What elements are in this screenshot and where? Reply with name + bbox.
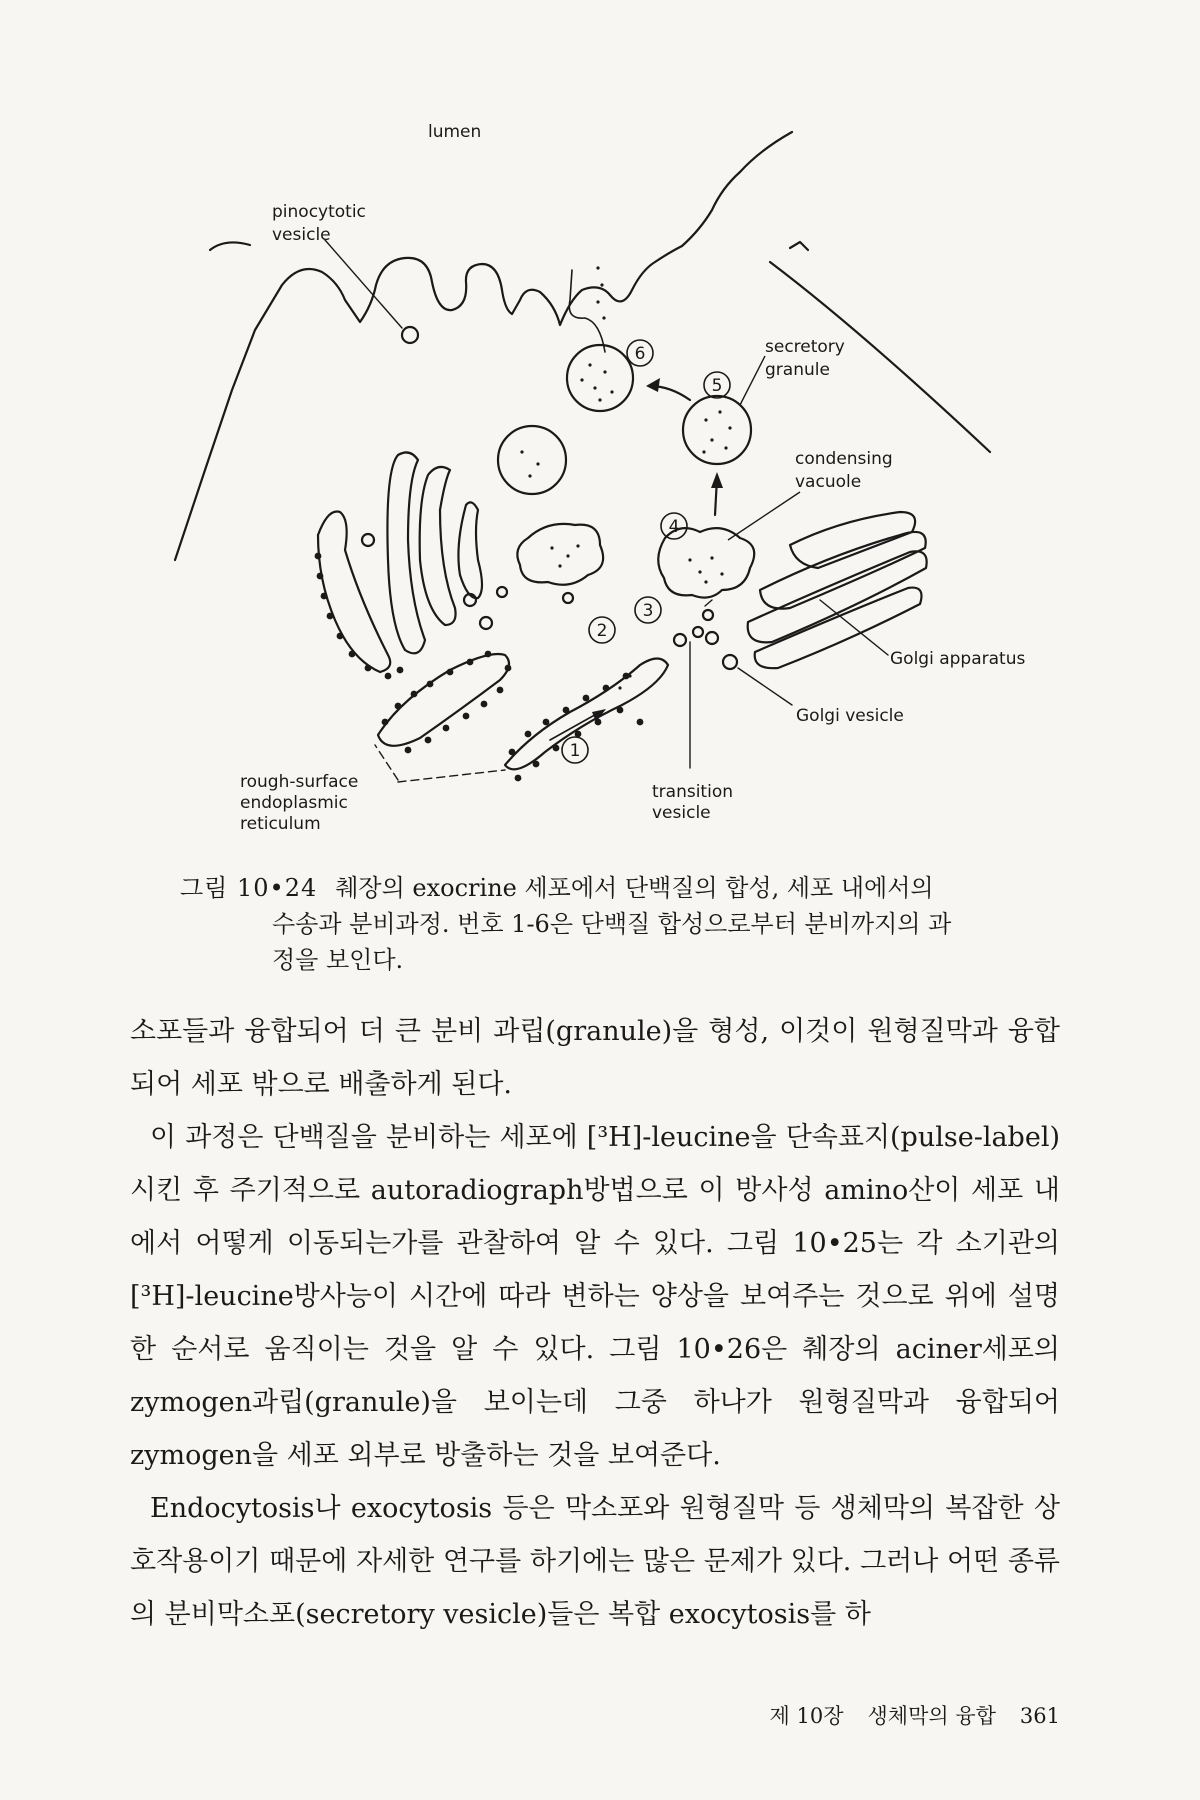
label-golgi-vesicle: Golgi vesicle: [796, 706, 904, 726]
golgi-cisterna-1: [790, 512, 915, 568]
pinocytotic-vesicle: [402, 327, 418, 343]
er-cisterna-c: [458, 502, 482, 598]
label-transition-vesicle: vesicle: [652, 803, 711, 823]
label-rough-er: rough-surface: [240, 772, 359, 792]
synthesis-arrow: [550, 712, 600, 740]
paragraph-1: 소포들과 융합되어 더 큰 분비 과립(granule)을 형성, 이것이 원형질막과 융합되어 세포 밖으로 배출하게 된다.: [130, 1016, 1060, 1100]
step-number: 6: [634, 344, 646, 364]
label-condensing-vacuole: vacuole: [795, 472, 862, 492]
figure-10-24-diagram: [0, 0, 1200, 880]
step-number: 3: [642, 601, 654, 621]
caption-text: 췌장의 exocrine 세포에서 단백질의 합성, 세포 내에서의: [335, 874, 934, 902]
paragraph-2: 이 과정은 단백질을 분비하는 세포에 [³H]-leucine을 단속표지(pulse-label)시킨 후 주기적으로 autoradiograph방법으로 이 방사성 amino산이 세포 내에서 어떻게 이동되는가를 관찰하여 알 수 있다. 그림 10•25는 각 소기관의 [³H]-leucine방사능이 시간에 따라 변하는 양상을 보여주는 것으로 위에 설명한 순서로 움직이는 것을 알 수 있다. 그림 10•26은 췌장의 aciner세포의 zymogen과립(granule)을 보이는데 그중 하나가 원형질막과 융합되어 zymogen을 세포 외부로 방출하는 것을 보여준다.: [130, 1122, 1060, 1471]
plasma-membrane-tail: [210, 242, 250, 250]
caption-line: 수송과 분비과정. 번호 1-6은 단백질 합성으로부터 분비까지의 과: [272, 910, 952, 938]
lateral-membrane: [770, 262, 990, 452]
secretory-granule: [683, 396, 751, 464]
label-pinocytotic-vesicle: pinocytotic: [272, 202, 366, 222]
step-number: 4: [668, 517, 680, 537]
footer-chapter: 제 10장: [769, 1704, 844, 1728]
rer-leader-2: [398, 770, 505, 782]
label-secretory-granule: secretory: [765, 337, 845, 357]
page-number: 361: [1019, 1704, 1060, 1728]
rough-er-vertical: [318, 511, 390, 672]
golgi-vesicle-leader: [738, 668, 792, 705]
label-rough-er: reticulum: [240, 814, 321, 834]
label-transition-vesicle: transition: [652, 782, 733, 802]
golgi-vesicle: [723, 655, 737, 669]
er-cisterna-b: [420, 467, 456, 625]
caption-label: 그림 10•24: [180, 874, 318, 902]
rough-er-diagonal-2: [505, 659, 668, 770]
label-secretory-granule: granule: [765, 360, 830, 380]
transition-vesicle: [674, 634, 686, 646]
label-pinocytotic-vesicle: vesicle: [272, 225, 331, 245]
irregular-vacuole: [517, 524, 603, 585]
paragraph-3: Endocytosis나 exocytosis 등은 막소포와 원형질막 등 생체막의 복잡한 상호작용이기 때문에 자세한 연구를 하기에는 많은 문제가 있다. 그러나 어떤 종류의 분비막소포(secretory vesicle)들은 복합 exocytosis를 하: [130, 1493, 1060, 1630]
label-rough-er: endoplasmic: [240, 793, 348, 813]
step-number: 5: [711, 376, 723, 396]
rer-leader-1: [375, 745, 398, 780]
label-condensing-vacuole: condensing: [795, 449, 893, 469]
footer-title: 생체막의 융합: [867, 1704, 996, 1728]
body-text: [130, 1005, 1060, 1641]
caption-line: 정을 보인다.: [272, 946, 404, 974]
free-granule: [498, 426, 566, 494]
label-golgi-apparatus: Golgi apparatus: [890, 649, 1026, 669]
page-footer: [700, 1700, 1060, 1730]
step-number: 1: [569, 741, 581, 761]
step-number: 2: [596, 621, 608, 641]
golgi-cisterna-2: [760, 532, 926, 609]
plasma-membrane: [175, 132, 792, 560]
golgi-cisterna-3: [748, 551, 927, 642]
fusing-granule: [569, 270, 605, 352]
label-lumen: lumen: [428, 122, 482, 142]
caption-line: [180, 870, 1040, 906]
figure-caption: [180, 870, 1040, 978]
